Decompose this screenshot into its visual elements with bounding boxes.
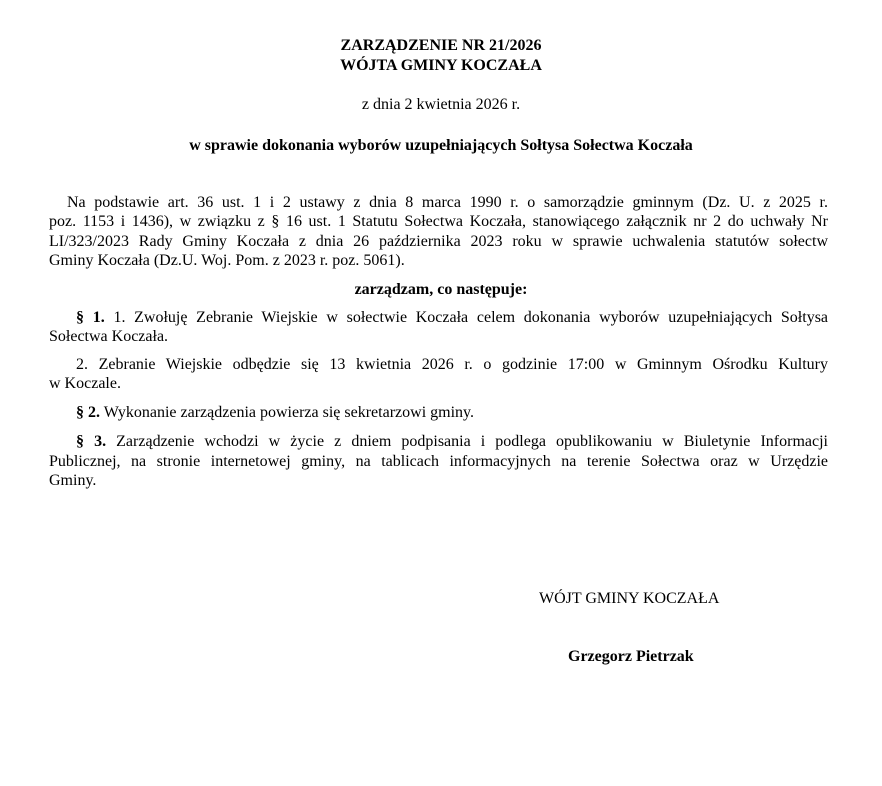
paragraph-1-label: § 1. [76,309,105,326]
paragraph-1-line1 [76,308,828,327]
preamble-line: Gminy Koczała (Dz.U. Woj. Pom. z 2023 r. poz. 5061). [49,252,405,269]
paragraph-1-point-2-line2: w Koczale. [49,375,121,392]
decree-heading: zarządzam, co następuje: [354,281,528,298]
paragraph-2-label: § 2. [76,404,100,421]
paragraph-2-text: Wykonanie zarządzenia powierza się sekretarzowi gminy. [103,404,474,421]
paragraph-3-line1 [76,432,828,451]
document-date: z dnia 2 kwietnia 2026 r. [361,96,521,113]
paragraph-1-line2: Sołectwa Koczała. [49,328,169,345]
paragraph-3-line2: Publicznej, na stronie internetowej gminy, na tablicach informacyjnych na terenie Sołectwa oraz w Urzędzie [49,453,828,470]
signature-name: Grzegorz Pietrzak [568,648,694,665]
preamble-line: Na podstawie art. 36 ust. 1 i 2 ustawy z dnia 8 marca 1990 r. o samorządzie gminnym (Dz. U. z 2025 r. [67,194,828,211]
signature-office: WÓJT GMINY KOCZAŁA [539,590,720,607]
paragraph-2-line [76,403,828,422]
document-subject: w sprawie dokonania wyborów uzupełniających Sołtysa Sołectwa Koczała [189,137,693,154]
paragraph-1-text: 1. Zwołuję Zebranie Wiejskie w sołectwie Koczała celem dokonania wyborów uzupełniających Sołtysa [113,309,828,326]
preamble-line: LI/323/2023 Rady Gminy Koczała z dnia 26 października 2023 roku w sprawie uchwalenia statutów sołectw [49,233,828,250]
paragraph-3-line3: Gminy. [49,472,97,489]
preamble-line: poz. 1153 i 1436), w związku z § 16 ust. 1 Statutu Sołectwa Koczała, stanowiącego załącznik nr 2 do uchwały Nr [49,213,828,230]
paragraph-3-label: § 3. [76,433,107,450]
paragraph-1-point-2-line1: 2. Zebranie Wiejskie odbędzie się 13 kwietnia 2026 r. o godzinie 17:00 w Gminnym Ośrodku Kultury [76,356,828,373]
paragraph-3-text: Zarządzenie wchodzi w życie z dniem podpisania i podlega opublikowaniu w Biuletynie Informacji [116,433,828,450]
document-title-line1: ZARZĄDZENIE NR 21/2026 [340,37,542,54]
document-title-line2: WÓJTA GMINY KOCZAŁA [340,57,542,74]
